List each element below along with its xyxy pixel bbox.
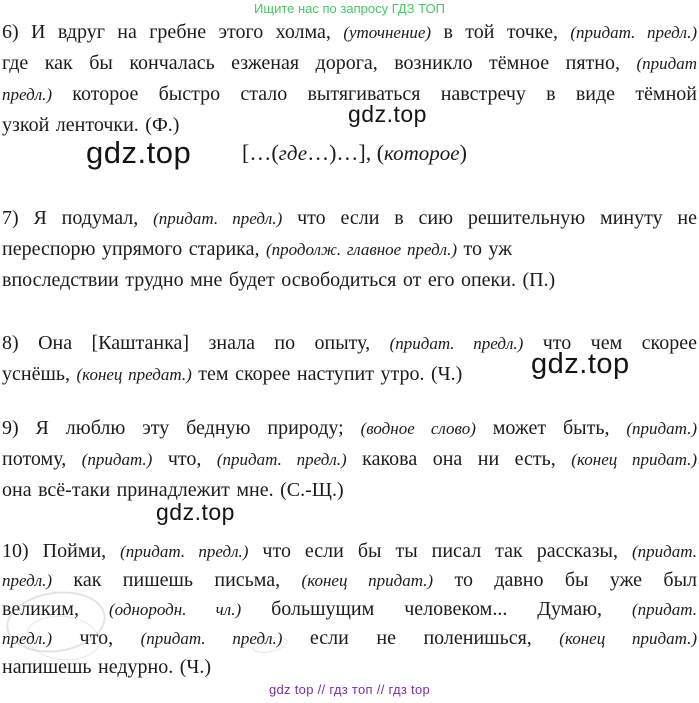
gdz-watermark: gdz.top	[348, 101, 427, 127]
grammar-annotation: (придат. предл.)	[120, 542, 249, 561]
sentence-text: впоследствии трудно мне будет освободиться от его опеки. (П.)	[2, 269, 556, 291]
sentence-text: )	[459, 140, 467, 165]
text-line	[2, 595, 697, 624]
grammar-annotation: которое	[384, 141, 460, 165]
grammar-annotation: (водное слово)	[360, 419, 476, 438]
sentence-scheme	[242, 140, 467, 166]
sentence-text: может быть,	[475, 417, 627, 439]
text-line	[2, 48, 697, 79]
sentence-text: она всё-таки принадлежит мне. (С.-Щ.)	[2, 479, 344, 501]
grammar-annotation: (придат. предл.)	[140, 629, 283, 648]
sentence-text: что если в сию решительную минуту не	[282, 207, 698, 229]
sentence-text: потому,	[2, 448, 82, 470]
gdz-watermark: gdz.top	[156, 499, 235, 525]
sentence-text: 8) Она [Каштанка] знала по опыту,	[2, 332, 390, 354]
grammar-annotation: (уточнение)	[343, 23, 432, 42]
sentence-text: 10) Пойми,	[2, 540, 121, 562]
grammar-annotation: (конец придат.)	[571, 450, 697, 469]
text-line	[2, 203, 697, 234]
sentence-text: …)…], (	[307, 140, 385, 165]
grammar-annotation: (конец придат.)	[301, 571, 434, 590]
sentence-text: то уж	[457, 238, 513, 260]
grammar-annotation: (продолж. главное предл.)	[265, 240, 458, 259]
exercise-item-10	[2, 537, 697, 682]
text-line	[2, 537, 697, 566]
sentence-text: что если бы ты писал так рассказы,	[248, 540, 632, 562]
sentence-text: 6) И вдруг на гребне этого холма,	[2, 21, 344, 43]
sentence-text: если не поленишься,	[282, 627, 560, 649]
grammar-annotation: (придат. предл.)	[216, 450, 347, 469]
grammar-annotation: (конец предат.)	[76, 365, 192, 384]
exercise-item-7	[2, 203, 697, 295]
sentence-text: что,	[152, 448, 217, 470]
gdz-watermark: gdz.top	[86, 135, 192, 170]
text-line	[2, 444, 697, 475]
sentence-text: которое быстро стало вытягиваться навстречу в виде тёмной	[52, 83, 697, 105]
text-line	[2, 566, 697, 595]
grammar-annotation: (придат. предл.)	[389, 334, 524, 353]
sentence-text: что,	[52, 627, 141, 649]
sentence-text: тем скорее наступит утро. (Ч.)	[191, 363, 463, 385]
sentence-text: как пишешь письма,	[52, 569, 302, 591]
text-line	[2, 17, 697, 48]
grammar-annotation: где	[278, 141, 308, 165]
grammar-annotation: предл.)	[2, 629, 53, 648]
sentence-text: в той точке,	[431, 21, 571, 43]
grammar-annotation: (конец придат.)	[559, 629, 697, 648]
sentence-text: […(	[242, 140, 279, 165]
grammar-annotation: (придат.	[631, 542, 697, 561]
grammar-annotation: (придат	[636, 54, 697, 73]
sentence-text: где как бы кончалась езженая дорога, возникло тёмное пятно,	[2, 52, 637, 74]
sentence-text: то давно бы уже был	[433, 569, 697, 591]
sentence-text: узкой ленточки. (Ф.)	[2, 114, 180, 136]
grammar-annotation: (однородн. чл.)	[108, 600, 242, 619]
text-line	[2, 653, 697, 682]
sentence-text: 7) Я подумал,	[2, 207, 154, 229]
text-line	[2, 475, 697, 505]
exercise-item-9	[2, 413, 697, 505]
sentence-text: переспорю упрямого старика,	[2, 238, 266, 260]
footer-links: gdz top // гдз топ // гдз top	[268, 682, 431, 697]
sentence-text: большущим человеком... Думаю,	[241, 598, 632, 620]
grammar-annotation: (придат.)	[626, 419, 697, 438]
text-line	[2, 413, 697, 444]
grammar-annotation: предл.)	[2, 571, 53, 590]
grammar-annotation: (придат. предл.)	[570, 23, 697, 42]
text-line	[2, 624, 697, 653]
text-line	[2, 265, 697, 295]
text-line	[2, 234, 697, 265]
grammar-annotation: (придат.	[632, 600, 697, 619]
grammar-annotation: (придат.)	[81, 450, 153, 469]
sentence-text: что чем скорее	[523, 332, 697, 354]
grammar-annotation: предл.)	[2, 85, 53, 104]
gdz-watermark: gdz.top	[531, 348, 630, 380]
sentence-text: великим,	[2, 598, 109, 620]
sentence-text: какова она ни есть,	[346, 448, 572, 470]
sentence-text: уснёшь,	[2, 363, 77, 385]
sentence-text: 9) Я люблю эту бедную природу;	[2, 417, 361, 439]
grammar-annotation: (придат. предл.)	[153, 209, 283, 228]
header-banner: Ищите нас по запросу ГДЗ ТОП	[254, 1, 445, 16]
sentence-text: напишешь недурно. (Ч.)	[2, 656, 212, 678]
